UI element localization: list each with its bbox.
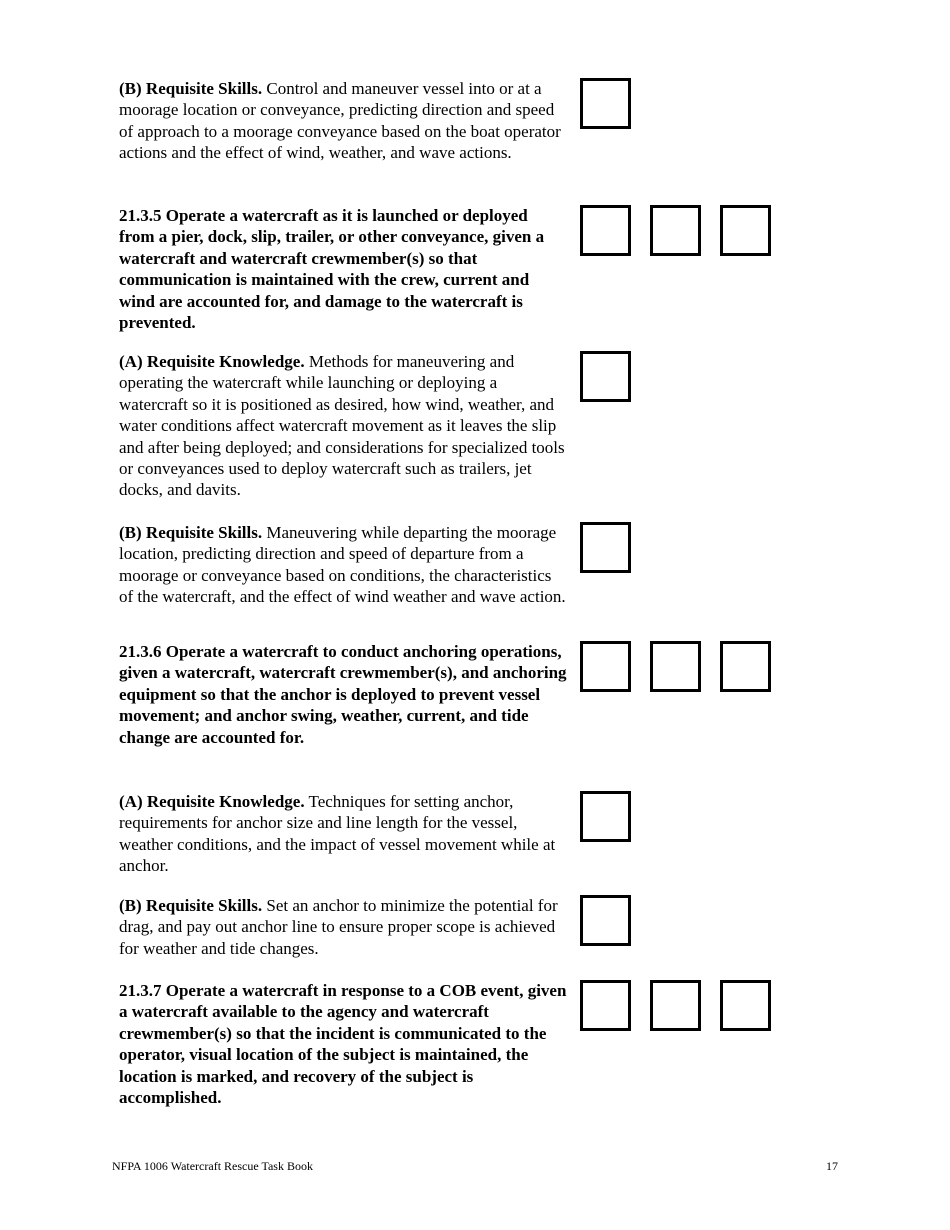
requisite-skills-label: (B) Requisite Skills. — [119, 523, 263, 542]
signoff-checkbox[interactable] — [650, 980, 701, 1031]
signoff-checkbox[interactable] — [650, 641, 701, 692]
signoff-checkbox[interactable] — [720, 205, 771, 256]
signoff-checkbox[interactable] — [580, 895, 631, 946]
footer-page-number: 17 — [826, 1159, 838, 1173]
requisite-knowledge-paragraph — [119, 791, 567, 877]
requisite-skills-paragraph — [119, 522, 567, 608]
standard-21-3-6-paragraph — [119, 641, 567, 748]
signoff-checkbox[interactable] — [580, 522, 631, 573]
requisite-knowledge-label: (A) Requisite Knowledge. — [119, 792, 305, 811]
requisite-knowledge-text: Methods for maneuvering and operating the watercraft while launching or deploying a watercraft so it is positioned as desired, how wind, weather, and water conditions affect watercraft movement as it leaves the slip and after being deployed; and considerations for specialized tools or conveyances used to deploy watercraft such as trailers, jet docks, and davits. — [119, 352, 565, 500]
requisite-knowledge-paragraph — [119, 351, 567, 501]
requisite-skills-paragraph — [119, 78, 567, 164]
signoff-checkbox[interactable] — [580, 205, 631, 256]
standard-21-3-5-text: 21.3.5 Operate a watercraft as it is launched or deployed from a pier, dock, slip, trailer, or other conveyance, given a watercraft and watercraft crewmember(s) so that communication is maintained with the crew, current and wind are accounted for, and damage to the watercraft is prevented. — [119, 206, 545, 333]
signoff-checkbox[interactable] — [580, 641, 631, 692]
signoff-checkbox[interactable] — [720, 980, 771, 1031]
standard-21-3-7-paragraph — [119, 980, 567, 1108]
standard-21-3-6-text: 21.3.6 Operate a watercraft to conduct anchoring operations, given a watercraft, watercraft crewmember(s), and anchoring equipment so that the anchor is deployed to prevent vessel movement; and anchor swing, weather, current, and tide change are accounted for. — [119, 642, 567, 747]
signoff-checkbox[interactable] — [720, 641, 771, 692]
requisite-knowledge-label: (A) Requisite Knowledge. — [119, 352, 305, 371]
standard-21-3-7-text: 21.3.7 Operate a watercraft in response to a COB event, given a watercraft available to the agency and watercraft crewmember(s) so that the incident is communicated to the operator, visual location of the subject is maintained, the location is marked, and recovery of the subject is accomplished. — [119, 981, 567, 1108]
requisite-skills-label: (B) Requisite Skills. — [119, 896, 263, 915]
signoff-checkbox[interactable] — [580, 351, 631, 402]
signoff-checkbox[interactable] — [580, 980, 631, 1031]
standard-21-3-5-paragraph — [119, 205, 567, 333]
signoff-checkbox[interactable] — [580, 78, 631, 129]
requisite-skills-text: Maneuvering while departing the moorage location, predicting direction and speed of departure from a moorage or conveyance based on conditions, the characteristics of the watercraft, and the effect of wind weather and wave action. — [119, 523, 566, 607]
requisite-skills-paragraph — [119, 895, 567, 959]
requisite-knowledge-text: Techniques for setting anchor, requirements for anchor size and line length for the vessel, weather conditions, and the impact of vessel movement while at anchor. — [119, 792, 556, 876]
footer-document-title: NFPA 1006 Watercraft Rescue Task Book — [112, 1159, 313, 1173]
signoff-checkbox[interactable] — [650, 205, 701, 256]
requisite-skills-label: (B) Requisite Skills. — [119, 79, 263, 98]
requisite-skills-text: Set an anchor to minimize the potential for drag, and pay out anchor line to ensure proper scope is achieved for weather and tide changes. — [119, 896, 558, 958]
signoff-checkbox[interactable] — [580, 791, 631, 842]
requisite-skills-text: Control and maneuver vessel into or at a moorage location or conveyance, predicting direction and speed of approach to a moorage conveyance based on the boat operator actions and the effect of wind, weather, and wave actions. — [119, 79, 561, 163]
